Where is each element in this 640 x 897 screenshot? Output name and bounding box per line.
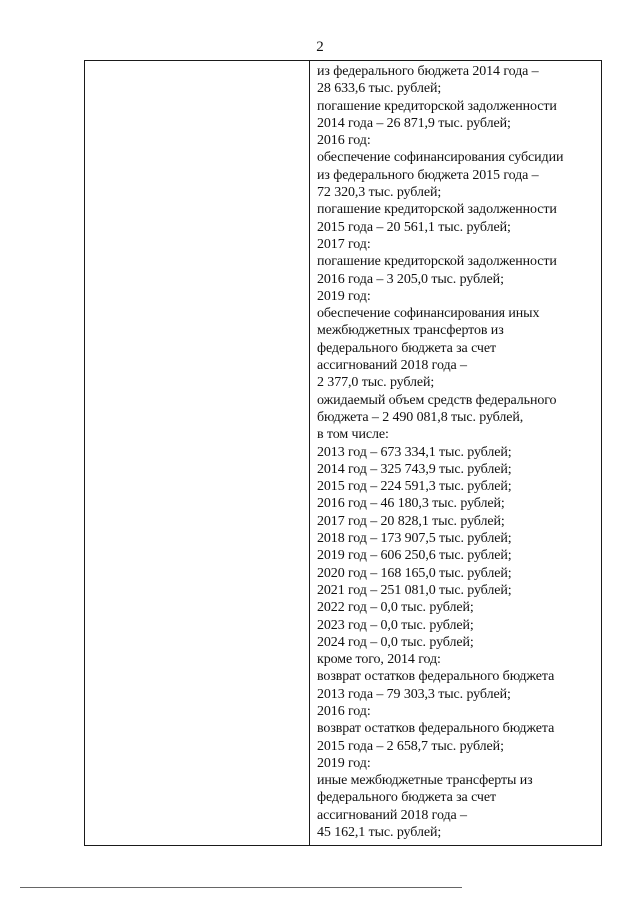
text-line: из федерального бюджета 2014 года – xyxy=(317,64,539,79)
text-line: обеспечение софинансирования иных xyxy=(317,306,540,322)
text-line: 2013 год – 673 334,1 тыс. рублей; xyxy=(317,444,512,460)
text-line: 2019 год: xyxy=(317,288,371,304)
text-line: 2015 год – 224 591,3 тыс. рублей; xyxy=(317,479,512,495)
text-line: 2016 год – 46 180,3 тыс. рублей; xyxy=(317,496,505,512)
text-line: 2020 год – 168 165,0 тыс. рублей; xyxy=(317,565,512,581)
text-line: 2015 года – 2 658,7 тыс. рублей; xyxy=(317,738,504,754)
text-line: ожидаемый объем средств федерального xyxy=(317,392,557,408)
text-line: кроме того, 2014 год: xyxy=(317,652,441,668)
text-line: возврат остатков федерального бюджета xyxy=(317,669,555,685)
bottom-rule xyxy=(20,887,462,888)
text-line: погашение кредиторской задолженности xyxy=(317,202,557,218)
text-line: межбюджетных трансфертов из xyxy=(317,323,504,339)
text-line: 2016 года – 3 205,0 тыс. рублей; xyxy=(317,271,504,287)
text-line: в том числе: xyxy=(317,427,389,443)
document-table xyxy=(84,60,602,846)
text-line: ассигнований 2018 года – xyxy=(317,358,467,374)
text-line: 2017 год: xyxy=(317,236,371,252)
text-line: 2017 год – 20 828,1 тыс. рублей; xyxy=(317,513,505,529)
text-line: 2014 года – 26 871,9 тыс. рублей; xyxy=(317,115,511,131)
column-divider xyxy=(309,61,310,845)
text-line: 2022 год – 0,0 тыс. рублей; xyxy=(317,600,474,616)
text-line: иные межбюджетные трансферты из xyxy=(317,773,533,789)
text-line: обеспечение софинансирования субсидии xyxy=(317,150,564,166)
text-line: 2016 год: xyxy=(317,703,371,719)
text-line: 2015 года – 20 561,1 тыс. рублей; xyxy=(317,219,511,235)
text-line: из федерального бюджета 2015 года – xyxy=(317,167,539,183)
text-line: 2024 год – 0,0 тыс. рублей; xyxy=(317,634,474,650)
text-line: 2019 год: xyxy=(317,755,371,771)
right-cell-text xyxy=(317,63,597,841)
text-line: 2021 год – 251 081,0 тыс. рублей; xyxy=(317,582,512,598)
text-line: 2019 год – 606 250,6 тыс. рублей; xyxy=(317,548,512,564)
text-line: 28 633,6 тыс. рублей; xyxy=(317,81,442,97)
page-number: 2 xyxy=(316,39,324,55)
text-line: возврат остатков федерального бюджета xyxy=(317,721,555,737)
text-line: 2013 года – 79 303,3 тыс. рублей; xyxy=(317,686,511,702)
text-line: 2018 год – 173 907,5 тыс. рублей; xyxy=(317,531,512,547)
text-line: ассигнований 2018 года – xyxy=(317,807,467,823)
text-line: 2014 год – 325 743,9 тыс. рублей; xyxy=(317,461,512,477)
text-line: погашение кредиторской задолженности xyxy=(317,254,557,270)
text-line: погашение кредиторской задолженности xyxy=(317,98,557,114)
text-line: 2 377,0 тыс. рублей; xyxy=(317,375,435,391)
text-line: 2023 год – 0,0 тыс. рублей; xyxy=(317,617,474,633)
text-line: 72 320,3 тыс. рублей; xyxy=(317,185,442,201)
text-line: федерального бюджета за счет xyxy=(317,340,496,356)
text-line: 2016 год: xyxy=(317,133,371,149)
text-line: бюджета – 2 490 081,8 тыс. рублей, xyxy=(317,409,524,425)
text-line: 45 162,1 тыс. рублей; xyxy=(317,825,442,841)
text-line: федерального бюджета за счет xyxy=(317,790,496,806)
